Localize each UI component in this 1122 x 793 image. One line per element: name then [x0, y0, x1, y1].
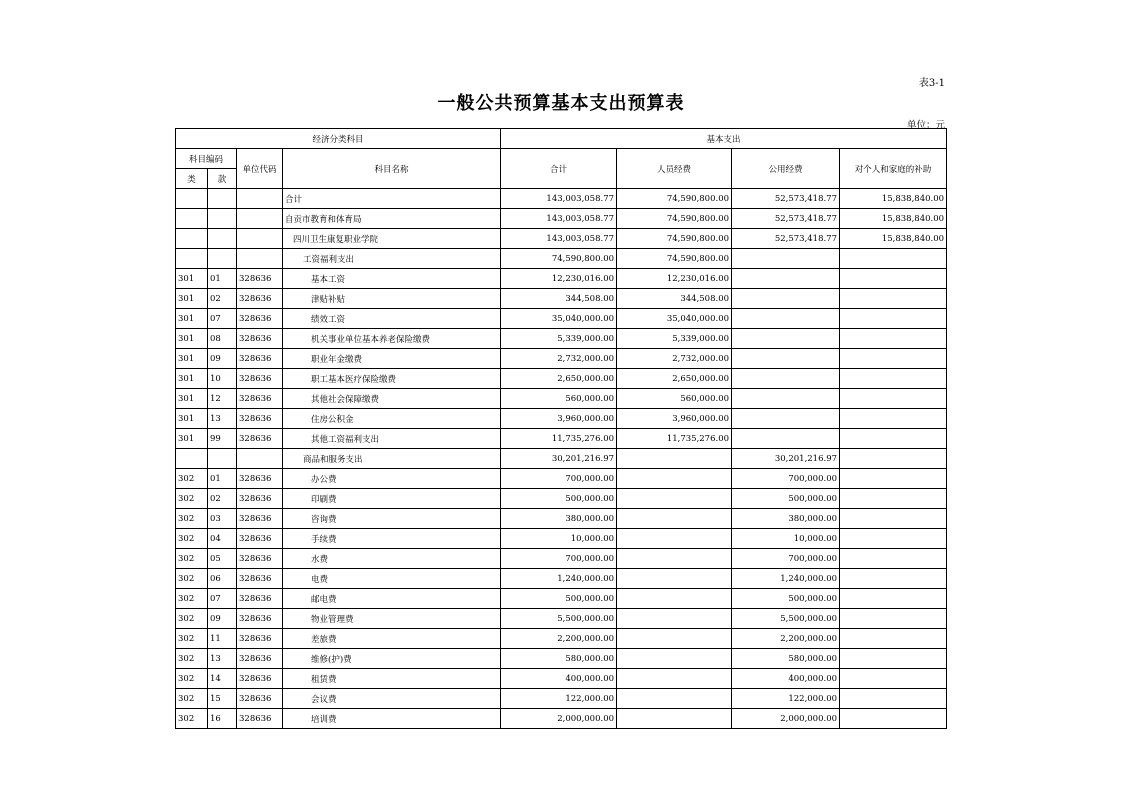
- cell-subject-name: 自贡市教育和体育局: [283, 209, 501, 229]
- cell-unit-code: [237, 189, 283, 209]
- cell-subject-name: 商品和服务支出: [283, 449, 501, 469]
- cell-total: 35,040,000.00: [501, 309, 617, 329]
- cell-lei: 302: [176, 509, 208, 529]
- table-row: [176, 469, 947, 489]
- cell-public: [732, 309, 840, 329]
- header-total: 合计: [501, 149, 617, 189]
- table-id: 表3-1: [918, 78, 945, 89]
- cell-subsidy: [840, 389, 947, 409]
- cell-public: 2,200,000.00: [732, 629, 840, 649]
- cell-kuan: [208, 189, 237, 209]
- cell-total: 400,000.00: [501, 669, 617, 689]
- cell-unit-code: 328636: [237, 609, 283, 629]
- cell-kuan: 09: [208, 349, 237, 369]
- cell-total: 560,000.00: [501, 389, 617, 409]
- table-row: [176, 389, 947, 409]
- cell-subsidy: [840, 609, 947, 629]
- cell-unit-code: 328636: [237, 669, 283, 689]
- cell-kuan: 13: [208, 409, 237, 429]
- cell-public: [732, 369, 840, 389]
- cell-personnel: 74,590,800.00: [617, 229, 732, 249]
- cell-public: [732, 289, 840, 309]
- cell-subsidy: [840, 529, 947, 549]
- table-row: [176, 449, 947, 469]
- cell-total: 500,000.00: [501, 589, 617, 609]
- cell-total: 2,650,000.00: [501, 369, 617, 389]
- cell-subsidy: [840, 489, 947, 509]
- cell-subsidy: [840, 549, 947, 569]
- cell-total: 2,200,000.00: [501, 629, 617, 649]
- cell-kuan: [208, 249, 237, 269]
- cell-total: 5,500,000.00: [501, 609, 617, 629]
- cell-unit-code: 328636: [237, 429, 283, 449]
- cell-subsidy: [840, 469, 947, 489]
- cell-public: 52,573,418.77: [732, 189, 840, 209]
- cell-subject-name: 机关事业单位基本养老保险缴费: [283, 329, 501, 349]
- cell-public: [732, 429, 840, 449]
- table-row: [176, 609, 947, 629]
- table-row: [176, 229, 947, 249]
- cell-subsidy: [840, 689, 947, 709]
- cell-personnel: 3,960,000.00: [617, 409, 732, 429]
- table-row: [176, 669, 947, 689]
- cell-public: [732, 409, 840, 429]
- cell-unit-code: 328636: [237, 529, 283, 549]
- cell-subject-name: 邮电费: [283, 589, 501, 609]
- table-row: [176, 269, 947, 289]
- table-row: [176, 529, 947, 549]
- cell-lei: 302: [176, 569, 208, 589]
- cell-kuan: [208, 209, 237, 229]
- cell-subject-name: 职业年金缴费: [283, 349, 501, 369]
- cell-lei: 301: [176, 289, 208, 309]
- table-row: [176, 549, 947, 569]
- cell-personnel: [617, 509, 732, 529]
- cell-lei: 302: [176, 609, 208, 629]
- cell-unit-code: 328636: [237, 629, 283, 649]
- cell-lei: 302: [176, 649, 208, 669]
- table-row: [176, 289, 947, 309]
- cell-subject-name: 维修(护)费: [283, 649, 501, 669]
- cell-kuan: 02: [208, 289, 237, 309]
- cell-lei: 301: [176, 409, 208, 429]
- cell-subsidy: [840, 589, 947, 609]
- cell-subject-name: 会议费: [283, 689, 501, 709]
- cell-public: [732, 349, 840, 369]
- table-row: [176, 709, 947, 729]
- cell-subject-name: 基本工资: [283, 269, 501, 289]
- header-basic-group: 基本支出: [501, 129, 947, 149]
- cell-subsidy: [840, 709, 947, 729]
- cell-public: 380,000.00: [732, 509, 840, 529]
- cell-total: 580,000.00: [501, 649, 617, 669]
- budget-table: [175, 128, 947, 729]
- table-row: [176, 409, 947, 429]
- cell-kuan: 06: [208, 569, 237, 589]
- cell-lei: 302: [176, 669, 208, 689]
- cell-kuan: 01: [208, 269, 237, 289]
- cell-subject-name: 津贴补贴: [283, 289, 501, 309]
- cell-public: 30,201,216.97: [732, 449, 840, 469]
- cell-kuan: 07: [208, 309, 237, 329]
- cell-public: [732, 389, 840, 409]
- cell-public: [732, 269, 840, 289]
- cell-lei: 301: [176, 429, 208, 449]
- cell-subject-name: 手续费: [283, 529, 501, 549]
- cell-personnel: 2,732,000.00: [617, 349, 732, 369]
- table-row: [176, 429, 947, 449]
- cell-subject-name: 其他工资福利支出: [283, 429, 501, 449]
- cell-unit-code: 328636: [237, 389, 283, 409]
- cell-lei: [176, 229, 208, 249]
- cell-kuan: 11: [208, 629, 237, 649]
- cell-lei: 302: [176, 489, 208, 509]
- table-row: [176, 369, 947, 389]
- cell-total: 30,201,216.97: [501, 449, 617, 469]
- cell-lei: 301: [176, 349, 208, 369]
- cell-lei: 301: [176, 269, 208, 289]
- cell-personnel: 5,339,000.00: [617, 329, 732, 349]
- cell-subject-name: 培训费: [283, 709, 501, 729]
- cell-personnel: 344,508.00: [617, 289, 732, 309]
- cell-unit-code: 328636: [237, 649, 283, 669]
- cell-total: 1,240,000.00: [501, 569, 617, 589]
- cell-subject-name: 四川卫生康复职业学院: [283, 229, 501, 249]
- cell-unit-code: 328636: [237, 589, 283, 609]
- cell-subject-name: 办公费: [283, 469, 501, 489]
- cell-unit-code: [237, 229, 283, 249]
- cell-total: 344,508.00: [501, 289, 617, 309]
- cell-public: 122,000.00: [732, 689, 840, 709]
- cell-unit-code: 328636: [237, 329, 283, 349]
- cell-subject-name: 电费: [283, 569, 501, 589]
- cell-personnel: [617, 489, 732, 509]
- cell-personnel: [617, 549, 732, 569]
- cell-subsidy: [840, 349, 947, 369]
- table-header: [176, 129, 947, 189]
- unit-label: 单位：元: [906, 120, 945, 131]
- cell-public: [732, 249, 840, 269]
- cell-personnel: [617, 529, 732, 549]
- cell-unit-code: 328636: [237, 309, 283, 329]
- table-row: [176, 349, 947, 369]
- cell-personnel: [617, 609, 732, 629]
- cell-total: 5,339,000.00: [501, 329, 617, 349]
- cell-unit-code: 328636: [237, 509, 283, 529]
- header-subsidy: 对个人和家庭的补助: [840, 149, 947, 189]
- cell-public: [732, 329, 840, 349]
- cell-total: 2,732,000.00: [501, 349, 617, 369]
- cell-lei: 301: [176, 309, 208, 329]
- cell-kuan: 09: [208, 609, 237, 629]
- cell-subject-name: 工资福利支出: [283, 249, 501, 269]
- cell-subject-name: 其他社会保障缴费: [283, 389, 501, 409]
- cell-unit-code: 328636: [237, 289, 283, 309]
- cell-public: 10,000.00: [732, 529, 840, 549]
- cell-personnel: [617, 629, 732, 649]
- cell-personnel: 35,040,000.00: [617, 309, 732, 329]
- cell-subsidy: 15,838,840.00: [840, 229, 947, 249]
- cell-lei: 301: [176, 369, 208, 389]
- cell-public: 500,000.00: [732, 489, 840, 509]
- cell-subject-name: 租赁费: [283, 669, 501, 689]
- cell-subsidy: [840, 629, 947, 649]
- cell-personnel: [617, 589, 732, 609]
- cell-total: 2,000,000.00: [501, 709, 617, 729]
- cell-personnel: [617, 669, 732, 689]
- cell-public: 5,500,000.00: [732, 609, 840, 629]
- cell-kuan: 04: [208, 529, 237, 549]
- cell-subsidy: [840, 369, 947, 389]
- cell-kuan: 02: [208, 489, 237, 509]
- table-row: [176, 209, 947, 229]
- cell-lei: 302: [176, 469, 208, 489]
- cell-subsidy: [840, 669, 947, 689]
- header-lei: 类: [176, 169, 208, 189]
- cell-lei: 302: [176, 549, 208, 569]
- cell-kuan: 99: [208, 429, 237, 449]
- cell-unit-code: 328636: [237, 489, 283, 509]
- cell-subsidy: [840, 269, 947, 289]
- table-row: [176, 489, 947, 509]
- table-row: [176, 249, 947, 269]
- cell-public: 2,000,000.00: [732, 709, 840, 729]
- cell-kuan: 10: [208, 369, 237, 389]
- cell-personnel: 560,000.00: [617, 389, 732, 409]
- cell-kuan: 05: [208, 549, 237, 569]
- cell-kuan: 12: [208, 389, 237, 409]
- cell-unit-code: 328636: [237, 469, 283, 489]
- cell-public: 52,573,418.77: [732, 229, 840, 249]
- header-subject-code: 科目编码: [176, 149, 237, 169]
- cell-lei: 302: [176, 529, 208, 549]
- header-subject-name: 科目名称: [283, 149, 501, 189]
- cell-total: 10,000.00: [501, 529, 617, 549]
- table-body: [176, 189, 947, 729]
- cell-total: 700,000.00: [501, 469, 617, 489]
- cell-unit-code: 328636: [237, 709, 283, 729]
- cell-personnel: 2,650,000.00: [617, 369, 732, 389]
- cell-subject-name: 物业管理费: [283, 609, 501, 629]
- cell-subsidy: [840, 429, 947, 449]
- cell-subject-name: 绩效工资: [283, 309, 501, 329]
- cell-total: 11,735,276.00: [501, 429, 617, 449]
- cell-personnel: [617, 689, 732, 709]
- cell-subject-name: 印刷费: [283, 489, 501, 509]
- cell-kuan: 16: [208, 709, 237, 729]
- cell-public: 700,000.00: [732, 469, 840, 489]
- cell-personnel: [617, 449, 732, 469]
- cell-unit-code: 328636: [237, 269, 283, 289]
- cell-lei: 302: [176, 709, 208, 729]
- cell-kuan: 13: [208, 649, 237, 669]
- cell-lei: [176, 249, 208, 269]
- cell-total: 500,000.00: [501, 489, 617, 509]
- cell-subject-name: 水费: [283, 549, 501, 569]
- cell-lei: 301: [176, 329, 208, 349]
- cell-unit-code: 328636: [237, 569, 283, 589]
- cell-subsidy: [840, 249, 947, 269]
- cell-kuan: [208, 229, 237, 249]
- page-title: 一般公共预算基本支出预算表: [437, 93, 685, 114]
- cell-kuan: 15: [208, 689, 237, 709]
- cell-personnel: 11,735,276.00: [617, 429, 732, 449]
- cell-lei: 301: [176, 389, 208, 409]
- table-row: [176, 569, 947, 589]
- cell-subsidy: [840, 449, 947, 469]
- cell-personnel: [617, 709, 732, 729]
- cell-subsidy: [840, 649, 947, 669]
- cell-total: 12,230,016.00: [501, 269, 617, 289]
- cell-unit-code: 328636: [237, 549, 283, 569]
- table-row: [176, 329, 947, 349]
- cell-kuan: 03: [208, 509, 237, 529]
- cell-subject-name: 合计: [283, 189, 501, 209]
- cell-total: 380,000.00: [501, 509, 617, 529]
- table-row: [176, 649, 947, 669]
- table-row: [176, 589, 947, 609]
- cell-unit-code: 328636: [237, 409, 283, 429]
- cell-personnel: [617, 649, 732, 669]
- cell-kuan: 07: [208, 589, 237, 609]
- cell-subsidy: [840, 569, 947, 589]
- cell-unit-code: [237, 249, 283, 269]
- table-row: [176, 189, 947, 209]
- cell-personnel: 74,590,800.00: [617, 209, 732, 229]
- cell-subsidy: [840, 409, 947, 429]
- cell-kuan: 01: [208, 469, 237, 489]
- cell-lei: 302: [176, 589, 208, 609]
- cell-lei: 302: [176, 689, 208, 709]
- cell-total: 143,003,058.77: [501, 209, 617, 229]
- cell-lei: 302: [176, 629, 208, 649]
- cell-kuan: 14: [208, 669, 237, 689]
- cell-subsidy: [840, 329, 947, 349]
- cell-unit-code: [237, 209, 283, 229]
- cell-unit-code: 328636: [237, 689, 283, 709]
- cell-subsidy: [840, 289, 947, 309]
- table-row: [176, 629, 947, 649]
- cell-lei: [176, 449, 208, 469]
- cell-kuan: [208, 449, 237, 469]
- cell-total: 3,960,000.00: [501, 409, 617, 429]
- cell-public: 500,000.00: [732, 589, 840, 609]
- cell-subsidy: 15,838,840.00: [840, 209, 947, 229]
- cell-subsidy: [840, 309, 947, 329]
- cell-subject-name: 咨询费: [283, 509, 501, 529]
- cell-subsidy: 15,838,840.00: [840, 189, 947, 209]
- cell-subsidy: [840, 509, 947, 529]
- cell-public: 52,573,418.77: [732, 209, 840, 229]
- cell-total: 74,590,800.00: [501, 249, 617, 269]
- table-row: [176, 509, 947, 529]
- cell-unit-code: [237, 449, 283, 469]
- cell-public: 400,000.00: [732, 669, 840, 689]
- cell-kuan: 08: [208, 329, 237, 349]
- cell-subject-name: 住房公积金: [283, 409, 501, 429]
- cell-public: 1,240,000.00: [732, 569, 840, 589]
- cell-lei: [176, 189, 208, 209]
- cell-subject-name: 差旅费: [283, 629, 501, 649]
- header-public: 公用经费: [732, 149, 840, 189]
- cell-total: 700,000.00: [501, 549, 617, 569]
- cell-personnel: 74,590,800.00: [617, 189, 732, 209]
- cell-lei: [176, 209, 208, 229]
- cell-public: 700,000.00: [732, 549, 840, 569]
- table-row: [176, 689, 947, 709]
- cell-public: 580,000.00: [732, 649, 840, 669]
- cell-personnel: [617, 469, 732, 489]
- cell-unit-code: 328636: [237, 349, 283, 369]
- cell-unit-code: 328636: [237, 369, 283, 389]
- cell-total: 122,000.00: [501, 689, 617, 709]
- cell-personnel: [617, 569, 732, 589]
- header-econ-group: 经济分类科目: [176, 129, 501, 149]
- cell-personnel: 12,230,016.00: [617, 269, 732, 289]
- cell-subject-name: 职工基本医疗保险缴费: [283, 369, 501, 389]
- cell-personnel: 74,590,800.00: [617, 249, 732, 269]
- cell-total: 143,003,058.77: [501, 229, 617, 249]
- header-personnel: 人员经费: [617, 149, 732, 189]
- table-row: [176, 309, 947, 329]
- cell-total: 143,003,058.77: [501, 189, 617, 209]
- header-unit-code: 单位代码: [237, 149, 283, 189]
- header-kuan: 款: [208, 169, 237, 189]
